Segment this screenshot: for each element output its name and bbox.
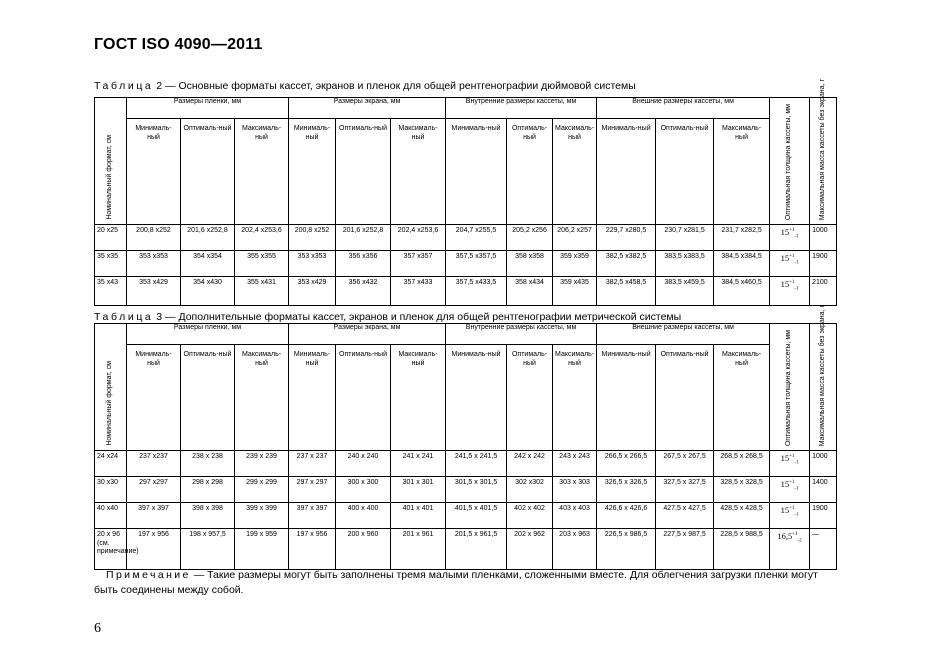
dimension-cell: 268,5 х 268,5	[714, 451, 770, 477]
dimension-cell: 301 х 301	[391, 477, 446, 503]
dimension-cell: 197 х 956	[127, 529, 181, 570]
dimension-cell: 200,8 х252	[289, 225, 336, 251]
nominal-cell: 24 х24	[95, 451, 127, 477]
thickness-value: $15^{+1}_{-1}$	[780, 252, 799, 266]
outer-max-header: Максималь-ный	[714, 119, 770, 225]
dimension-cell: 353 х353	[127, 251, 181, 277]
dimension-cell: 399 х 399	[235, 503, 289, 529]
screen-opt-header: Оптималь-ный	[336, 119, 391, 225]
screen-header: Размеры экрана, мм	[289, 324, 446, 345]
dimension-cell: 383,5 х459,5	[656, 277, 714, 306]
screen-opt-header: Оптималь-ный	[336, 345, 391, 451]
mass-cell: 2100	[810, 277, 837, 306]
dimension-cell: 354 х430	[181, 277, 235, 306]
dimension-cell: 357 х357	[391, 251, 446, 277]
table-row	[95, 225, 837, 251]
thickness-value: $15^{+1}_{-1}$	[780, 504, 799, 518]
dimension-cell: 359 х435	[553, 277, 597, 306]
inner-min-header: Минималь-ный	[446, 119, 507, 225]
dimension-cell: 205,2 х256	[507, 225, 553, 251]
dimension-cell: 237 х237	[127, 451, 181, 477]
dimension-cell: 357,5 х357,5	[446, 251, 507, 277]
thickness-cell	[770, 477, 810, 503]
inner-min-header: Минималь-ный	[446, 345, 507, 451]
inner-max-header: Максималь-ный	[553, 119, 597, 225]
nominal-header: Номинальный формат, см	[95, 98, 127, 225]
dimension-cell: 397 х 397	[289, 503, 336, 529]
dimension-cell: 201 х 961	[391, 529, 446, 570]
dimension-cell: 383,5 х383,5	[656, 251, 714, 277]
dimension-cell: 384,5 х460,5	[714, 277, 770, 306]
thickness-header: Оптимальная толщина кассеты, мм	[770, 324, 810, 451]
nominal-cell: 35 х35	[95, 251, 127, 277]
thickness-cell	[770, 503, 810, 529]
dimension-cell: 302 х302	[507, 477, 553, 503]
dimension-cell: 299 х 299	[235, 477, 289, 503]
dimension-cell: 382,5 х458,5	[597, 277, 656, 306]
dimension-cell: 206,2 х257	[553, 225, 597, 251]
dimension-cell: 353 х429	[289, 277, 336, 306]
dimension-cell: 241 х 241	[391, 451, 446, 477]
table-row	[95, 477, 837, 503]
thickness-cell	[770, 529, 810, 570]
dimension-cell: 297 х 297	[289, 477, 336, 503]
film-min-header: Минималь-ный	[127, 119, 181, 225]
thickness-value: $15^{+1}_{-1}$	[780, 478, 799, 492]
dimension-cell: 230,7 х281,5	[656, 225, 714, 251]
dimension-cell: 204,7 х255,5	[446, 225, 507, 251]
dimension-cell: 202,4 х253,6	[235, 225, 289, 251]
screen-max-header: Максималь-ный	[391, 345, 446, 451]
film-header: Размеры пленки, мм	[127, 98, 289, 119]
screen-header: Размеры экрана, мм	[289, 98, 446, 119]
thickness-cell	[770, 251, 810, 277]
mass-cell: 1000	[810, 225, 837, 251]
dimension-cell: 198 х 957,5	[181, 529, 235, 570]
mass-cell: 1000	[810, 451, 837, 477]
nominal-header: Номинальный формат, см	[95, 324, 127, 451]
dimension-cell: 229,7 х280,5	[597, 225, 656, 251]
dimension-cell: 397 х 397	[127, 503, 181, 529]
dimension-cell: 199 х 959	[235, 529, 289, 570]
dimension-cell: 357 х433	[391, 277, 446, 306]
dimension-cell: 200 х 960	[336, 529, 391, 570]
film-opt-header: Оптималь-ный	[181, 345, 235, 451]
film-max-header: Максималь-ный	[235, 119, 289, 225]
dimension-cell: 226,5 х 986,5	[597, 529, 656, 570]
dimension-cell: 231,7 х282,5	[714, 225, 770, 251]
dimension-cell: 353 х353	[289, 251, 336, 277]
inner-header: Внутренние размеры кассеты, мм	[446, 98, 597, 119]
thickness-cell	[770, 225, 810, 251]
dimension-cell: 243 х 243	[553, 451, 597, 477]
dimension-cell: 203 х 963	[553, 529, 597, 570]
dimension-cell: 326,5 х 326,5	[597, 477, 656, 503]
dimension-cell: 327,5 х 327,5	[656, 477, 714, 503]
dimension-cell: 355 х431	[235, 277, 289, 306]
table3-body	[95, 451, 837, 570]
table-row	[95, 251, 837, 277]
dimension-cell: 384,5 х384,5	[714, 251, 770, 277]
dimension-cell: 238 х 238	[181, 451, 235, 477]
dimension-cell: 266,5 х 266,5	[597, 451, 656, 477]
table-note: Примечание — Такие размеры могут быть заполнены тремя малыми пленками, сложенными вместе. Для облегчения загрузки пленки могут быть соединены между собой.	[94, 569, 818, 596]
thickness-header: Оптимальная толщина кассеты, мм	[770, 98, 810, 225]
outer-header: Внешние размеры кассеты, мм	[597, 98, 770, 119]
mass-header: Максимальная масса кассеты без экрана, г	[810, 324, 837, 451]
outer-header: Внешние размеры кассеты, мм	[597, 324, 770, 345]
dimension-cell: 382,5 х382,5	[597, 251, 656, 277]
table-row	[95, 529, 837, 570]
dimension-cell: 241,5 х 241,5	[446, 451, 507, 477]
dimension-cell: 267,5 х 267,5	[656, 451, 714, 477]
dimension-cell: 298 х 298	[181, 477, 235, 503]
dimension-cell: 353 х429	[127, 277, 181, 306]
dimension-cell: 356 х432	[336, 277, 391, 306]
mass-cell: —	[810, 529, 837, 570]
dimension-cell: 358 х358	[507, 251, 553, 277]
outer-opt-header: Оптималь-ный	[656, 345, 714, 451]
table-row	[95, 503, 837, 529]
screen-min-header: Минималь-ный	[289, 119, 336, 225]
inner-max-header: Максималь-ный	[553, 345, 597, 451]
nominal-cell: 40 х40	[95, 503, 127, 529]
dimension-cell: 328,5 х 328,5	[714, 477, 770, 503]
dimension-cell: 197 х 956	[289, 529, 336, 570]
dimension-cell: 240 х 240	[336, 451, 391, 477]
outer-min-header: Минималь-ный	[597, 345, 656, 451]
outer-min-header: Минималь-ный	[597, 119, 656, 225]
nominal-cell: 20 х 96 (см. примечание)	[95, 529, 127, 570]
dimension-cell: 426,6 х 426,6	[597, 503, 656, 529]
film-opt-header: Оптималь-ный	[181, 119, 235, 225]
thickness-value: $15^{+1}_{-1}$	[780, 278, 799, 292]
nominal-cell: 20 х25	[95, 225, 127, 251]
dimension-cell: 401,5 х 401,5	[446, 503, 507, 529]
film-max-header: Максималь-ный	[235, 345, 289, 451]
dimension-cell: 237 х 237	[289, 451, 336, 477]
dimension-cell: 201,6 х252,8	[181, 225, 235, 251]
table-row	[95, 277, 837, 306]
dimension-cell: 357,5 х433,5	[446, 277, 507, 306]
nominal-cell: 30 х30	[95, 477, 127, 503]
dimension-cell: 239 х 239	[235, 451, 289, 477]
dimension-cell: 303 х 303	[553, 477, 597, 503]
screen-max-header: Максималь-ный	[391, 119, 446, 225]
dimension-cell: 301,5 х 301,5	[446, 477, 507, 503]
table2-caption: Таблица 2 — Основные форматы кассет, экранов и пленок для общей рентгенографии дюймовой системы	[94, 80, 636, 92]
dimension-cell: 202 х 962	[507, 529, 553, 570]
mass-cell: 1900	[810, 503, 837, 529]
dimension-cell: 201,5 х 961,5	[446, 529, 507, 570]
document-title: ГОСТ ISO 4090—2011	[94, 36, 263, 53]
dimension-cell: 356 х356	[336, 251, 391, 277]
mass-cell: 1400	[810, 477, 837, 503]
dimension-cell: 242 х 242	[507, 451, 553, 477]
dimension-cell: 358 х434	[507, 277, 553, 306]
dimension-cell: 355 х355	[235, 251, 289, 277]
dimension-cell: 297 х297	[127, 477, 181, 503]
dimension-cell: 427,5 х 427,5	[656, 503, 714, 529]
film-header: Размеры пленки, мм	[127, 324, 289, 345]
dimension-cell: 401 х 401	[391, 503, 446, 529]
page-number: 6	[94, 621, 101, 636]
table3-caption: Таблица 3 — Дополнительные форматы кассет, экранов и пленок для общей рентгенографии метрической системы	[94, 311, 682, 323]
film-min-header: Минималь-ный	[127, 345, 181, 451]
dimension-cell: 403 х 403	[553, 503, 597, 529]
thickness-cell	[770, 277, 810, 306]
screen-min-header: Минималь-ный	[289, 345, 336, 451]
dimension-cell: 398 х 398	[181, 503, 235, 529]
dimension-cell: 428,5 х 428,5	[714, 503, 770, 529]
mass-header: Максимальная масса кассеты без экрана, г	[810, 98, 837, 225]
dimension-cell: 227,5 х 987,5	[656, 529, 714, 570]
inner-opt-header: Оптималь-ный	[507, 119, 553, 225]
dimension-cell: 201,6 х252,8	[336, 225, 391, 251]
mass-cell: 1900	[810, 251, 837, 277]
outer-max-header: Максималь-ный	[714, 345, 770, 451]
dimension-cell: 228,5 х 988,5	[714, 529, 770, 570]
dimension-cell: 359 х359	[553, 251, 597, 277]
dimension-cell: 300 х 300	[336, 477, 391, 503]
thickness-value: $16,5^{+1}_{-2}$	[777, 530, 802, 544]
outer-opt-header: Оптималь-ный	[656, 119, 714, 225]
inner-header: Внутренние размеры кассеты, мм	[446, 324, 597, 345]
table-row	[95, 451, 837, 477]
thickness-cell	[770, 451, 810, 477]
dimension-cell: 354 х354	[181, 251, 235, 277]
dimension-cell: 400 х 400	[336, 503, 391, 529]
thickness-value: $15^{+1}_{-1}$	[780, 226, 799, 240]
dimension-cell: 202,4 х253,6	[391, 225, 446, 251]
thickness-value: $15^{+1}_{-1}$	[780, 452, 799, 466]
dimension-cell: 200,8 х252	[127, 225, 181, 251]
table2-body	[95, 225, 837, 306]
dimension-cell: 402 х 402	[507, 503, 553, 529]
nominal-cell: 35 х43	[95, 277, 127, 306]
inner-opt-header: Оптималь-ный	[507, 345, 553, 451]
